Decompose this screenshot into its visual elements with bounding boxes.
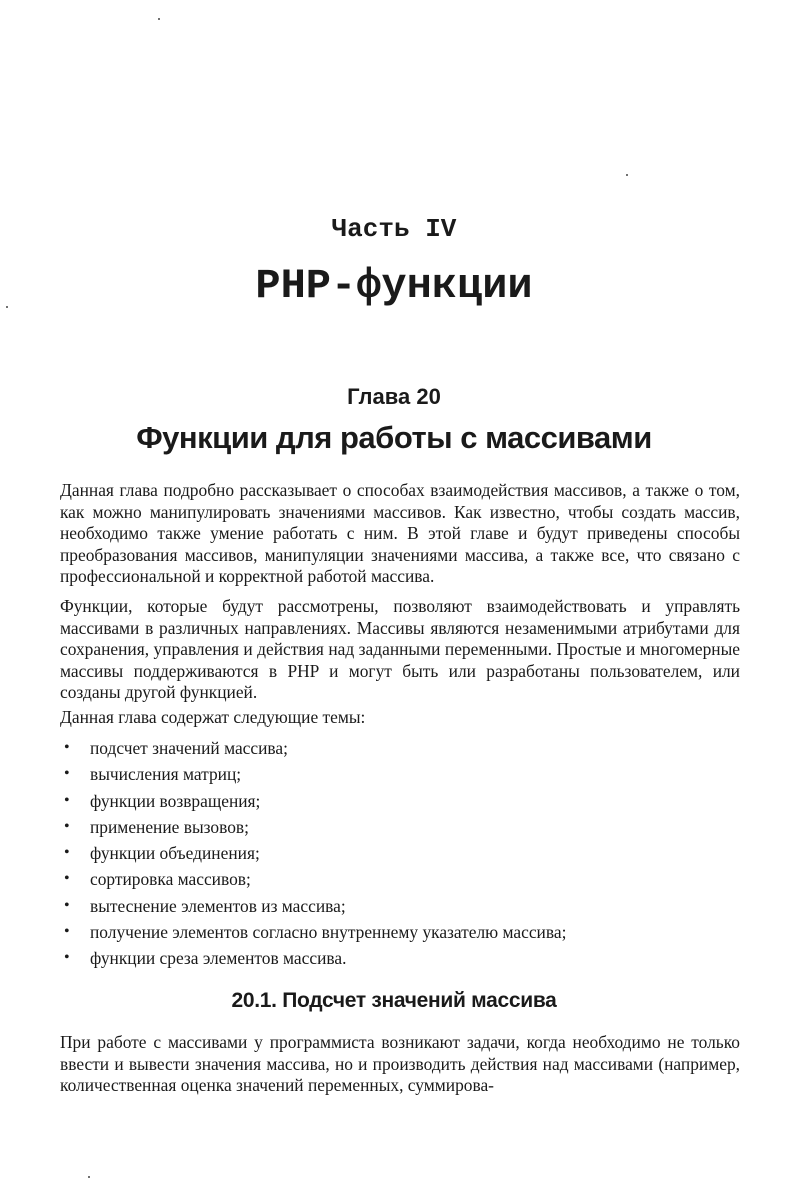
bullet-icon: •	[64, 896, 70, 914]
bullet-icon: •	[64, 739, 70, 756]
paragraph-text: Данная глава подробно рассказывает о способах взаимодействия массивов, а также о том, как можно манипулировать значениями массивов. Как известно, чтобы создать массив, необходимо также умение работать с ним. В этой главе и будут приведены способы преобразования массивов, манипуляции значениями массива, а также все, что связано с профессиональной и корректной работой массива.	[60, 480, 740, 587]
list-item	[62, 842, 742, 868]
section-paragraph	[60, 1032, 740, 1097]
scan-speck	[626, 174, 628, 176]
section-title: 20.1. Подсчет значений массива	[231, 989, 557, 1012]
list-item	[62, 790, 742, 816]
list-item-text: применение вызовов;	[90, 816, 249, 837]
scan-speck	[158, 18, 160, 20]
scan-speck	[6, 306, 8, 308]
list-item	[62, 816, 742, 842]
bullet-icon: •	[64, 844, 70, 862]
part-label: Часть IV	[331, 214, 457, 244]
list-item	[62, 921, 742, 947]
paragraph-text: Функции, которые будут рассмотрены, позволяют взаимодействовать и управлять массивами в различных направлениях. Массивы являются незаменимыми атрибутами для сохранения, управления и действия над заданными переменными. Простые и многомерные массивы поддерживаются в PHP и могут быть или разработаны пользователем, или созданы другой функцией.	[60, 596, 740, 703]
list-item	[62, 737, 742, 763]
chapter-title: Функции для работы с массивами	[136, 420, 652, 455]
list-item-text: сортировка массивов;	[90, 869, 251, 890]
part-title: PHP-функции	[255, 262, 533, 310]
list-item	[62, 895, 742, 921]
bullet-icon: •	[64, 765, 70, 783]
list-item-text: вычисления матриц;	[90, 764, 242, 785]
list-item-text: вытеснение элементов из массива;	[90, 895, 346, 916]
paragraph-text: При работе с массивами у программиста возникают задачи, когда необходимо не только ввести и вывести значения массива, но и производить действия над массивами (например, количественная оценка значений переменных, суммирова-	[60, 1032, 740, 1096]
list-item-text: функции возвращения;	[90, 790, 261, 811]
scan-speck	[88, 1176, 90, 1178]
list-item-text: подсчет значений массива;	[90, 738, 288, 758]
bullet-icon: •	[64, 817, 70, 835]
topics-intro	[60, 707, 740, 729]
list-item	[62, 947, 742, 973]
chapter-label: Глава 20	[347, 384, 441, 409]
bullet-icon: •	[64, 923, 70, 941]
bullet-icon: •	[64, 949, 70, 967]
list-item-text: функции среза элементов массива.	[90, 948, 347, 969]
bullet-icon: •	[64, 791, 70, 809]
topics-list	[62, 737, 742, 974]
list-item	[62, 868, 742, 894]
list-item-text: функции объединения;	[90, 843, 260, 864]
list-item	[62, 763, 742, 789]
intro-paragraph-1	[60, 480, 740, 588]
bullet-icon: •	[64, 870, 70, 888]
list-item-text: получение элементов согласно внутреннему указателю массива;	[90, 922, 567, 943]
paragraph-text: Данная глава содержат следующие темы:	[60, 707, 366, 727]
intro-paragraph-2	[60, 596, 740, 704]
